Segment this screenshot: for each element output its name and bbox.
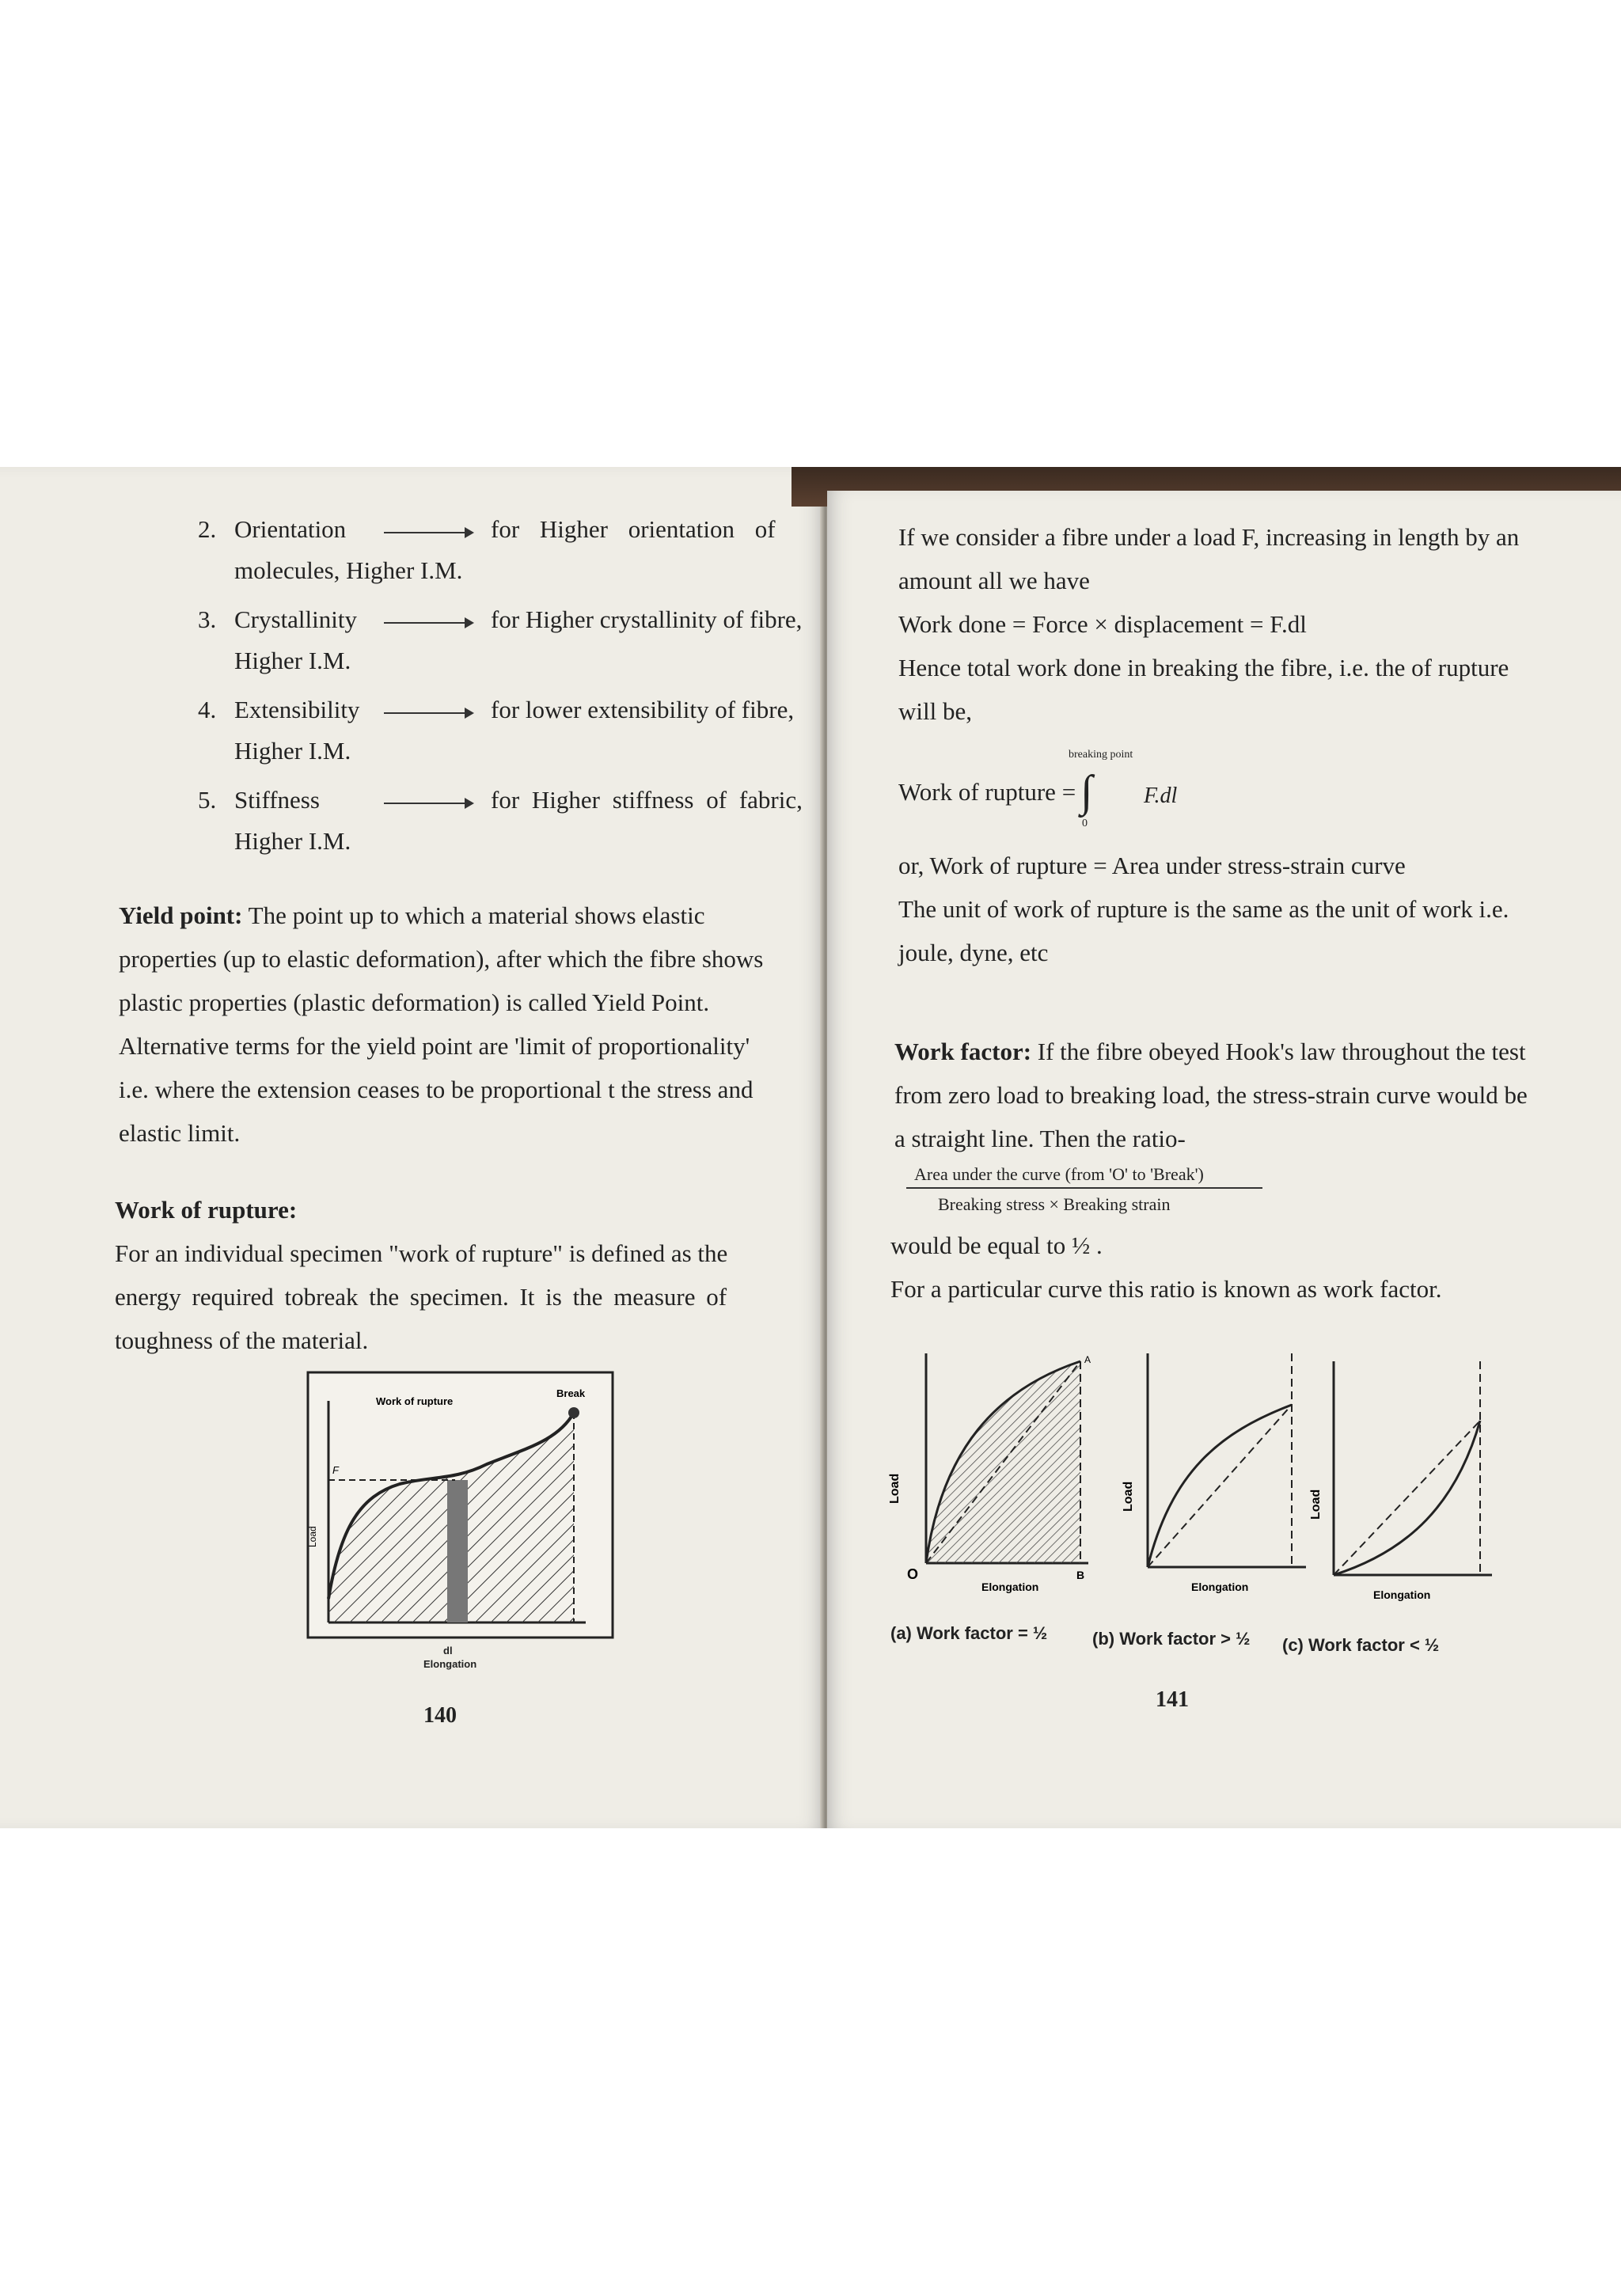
label-load: Load [307, 1526, 318, 1547]
list-desc-extensibility: for lower extensibility of fibre, [491, 696, 795, 723]
intro-line-2: amount all we have [898, 567, 1090, 594]
factor-last-line: For a particular curve this ratio is known as work factor. [890, 1275, 1442, 1303]
list-term-extensibility: Extensibility [234, 696, 360, 723]
caption-b: (b) Work factor > ½ [1092, 1629, 1251, 1649]
list-desc-stiffness: for Higher stiffness of fabric, [491, 786, 803, 814]
yield-heading: Yield point: [119, 901, 243, 929]
label-dl: dl [443, 1645, 453, 1657]
list-term-orientation: Orientation [234, 515, 347, 543]
left-page [0, 467, 823, 1828]
hence-line-2: will be, [898, 697, 972, 725]
factor-line-3: a straight line. Then the ratio- [894, 1125, 1186, 1152]
arrow-icon [384, 803, 471, 804]
arrow-icon [384, 712, 471, 714]
caption-a: (a) Work factor = ½ [890, 1623, 1048, 1643]
list-cont-crystallinity: Higher I.M. [234, 647, 351, 674]
label-load-a: Load [888, 1473, 902, 1504]
or-line: or, Work of rupture = Area under stress-strain curve [898, 852, 1406, 879]
dl-strip [447, 1480, 468, 1622]
factor-line-2: from zero load to breaking load, the stress-strain curve would be [894, 1081, 1528, 1109]
equal-line: would be equal to ½ . [890, 1231, 1103, 1259]
label-B: B [1076, 1569, 1085, 1581]
integral-body: F.dl [1144, 784, 1178, 808]
list-num-3: 3. [198, 605, 217, 633]
book-spread [0, 467, 1621, 1828]
factor-heading: Work factor: [894, 1038, 1032, 1065]
list-term-stiffness: Stiffness [234, 786, 320, 814]
rupture-heading: Work of rupture: [115, 1196, 298, 1224]
label-elongation-b: Elongation [1191, 1581, 1249, 1593]
page-number-140: 140 [423, 1703, 457, 1728]
yield-line-6: elastic limit. [119, 1119, 241, 1147]
unit-line-2: joule, dyne, etc [898, 939, 1049, 966]
hence-line-1: Hence total work done in breaking the fibre, i.e. the of rupture [898, 654, 1509, 681]
work-factor-figures [888, 1345, 1599, 1607]
rupture-line-2: energy required tobreak the specimen. It is the measure of [115, 1283, 727, 1311]
yield-line-1: The point up to which a material shows elastic [248, 901, 705, 929]
page-number-141: 141 [1156, 1687, 1189, 1712]
label-load-b: Load [1122, 1481, 1135, 1512]
list-num-4: 4. [198, 696, 217, 723]
label-F: F [332, 1464, 339, 1476]
integral-sign-icon: ∫ [1080, 767, 1093, 816]
list-num-2: 2. [198, 515, 217, 543]
arrow-icon [384, 622, 471, 624]
break-point [568, 1407, 579, 1418]
yield-line-4: Alternative terms for the yield point are 'limit of proportionality' [119, 1032, 750, 1060]
figure-c [1309, 1361, 1492, 1601]
list-cont-stiffness: Higher I.M. [234, 827, 351, 855]
factor-paragraph-line-1 [894, 1037, 1526, 1068]
integral-lower-limit: 0 [1082, 818, 1088, 829]
fraction-bar [906, 1187, 1262, 1189]
list-cont-extensibility: Higher I.M. [234, 737, 351, 765]
label-work-of-rupture: Work of rupture [376, 1395, 454, 1407]
list-term-crystallinity: Crystallinity [234, 605, 357, 633]
figure-b [1122, 1353, 1306, 1593]
label-load-c: Load [1309, 1489, 1323, 1520]
integral-upper-limit: breaking point [1069, 749, 1133, 761]
arrow-icon [384, 532, 471, 533]
right-page [827, 491, 1621, 1828]
label-elongation-c: Elongation [1373, 1588, 1431, 1601]
intro-line-1: If we consider a fibre under a load F, increasing in length by an [898, 523, 1520, 551]
unit-line-1: The unit of work of rupture is the same as the unit of work i.e. [898, 895, 1509, 923]
label-break: Break [556, 1387, 586, 1399]
label-elongation: Elongation [423, 1658, 477, 1670]
factor-line-1: If the fibre obeyed Hook's law throughout the test [1037, 1038, 1526, 1065]
list-cont-orientation: molecules, Higher I.M. [234, 556, 463, 584]
label-A: A [1084, 1354, 1091, 1365]
yield-line-3: plastic properties (plastic deformation) is called Yield Point. [119, 989, 710, 1016]
work-done-line: Work done = Force × displacement = F.dl [898, 610, 1307, 638]
list-num-5: 5. [198, 786, 217, 814]
rupture-line-3: toughness of the material. [115, 1326, 369, 1354]
caption-c: (c) Work factor < ½ [1282, 1635, 1440, 1655]
yield-line-2: properties (up to elastic deformation), after which the fibre shows [119, 945, 764, 973]
list-desc-orientation: for Higher orientation of [491, 515, 776, 543]
yield-paragraph-line-1 [119, 901, 704, 932]
ratio-denominator: Breaking stress × Breaking strain [938, 1194, 1171, 1214]
ratio-numerator: Area under the curve (from 'O' to 'Break') [914, 1164, 1204, 1184]
integral-label: Work of rupture = [898, 778, 1076, 806]
work-of-rupture-figure [305, 1369, 617, 1642]
label-O: O [907, 1566, 919, 1582]
figure-a [888, 1353, 1091, 1593]
yield-line-5: i.e. where the extension ceases to be proportional t the stress and [119, 1076, 754, 1103]
rupture-line-1: For an individual specimen "work of rupture" is defined as the [115, 1239, 728, 1267]
list-desc-crystallinity: for Higher crystallinity of fibre, [491, 605, 803, 633]
label-elongation-a: Elongation [981, 1581, 1039, 1593]
